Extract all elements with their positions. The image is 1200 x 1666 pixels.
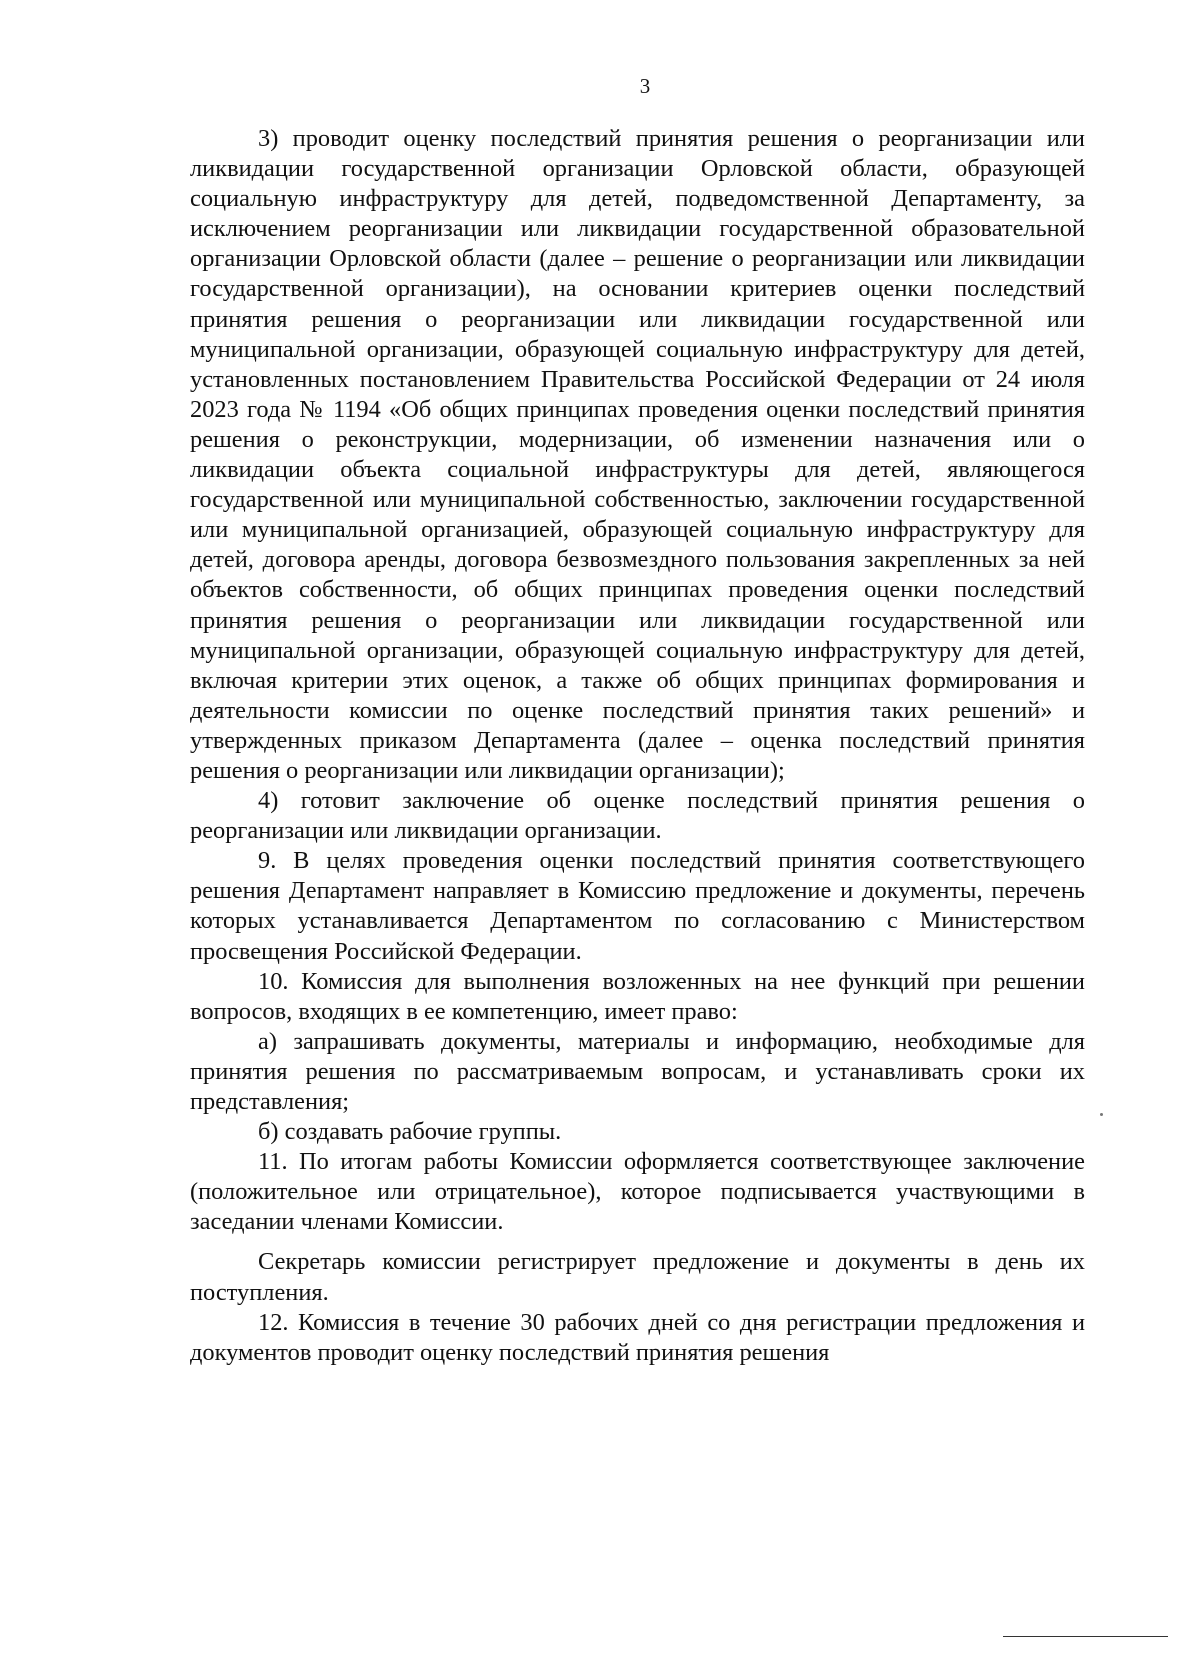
paragraph-section-10: 10. Комиссия для выполнения возложенных на нее функций при решении вопросов, входящих в ее компетенцию, имеет право:	[190, 967, 1085, 1025]
paragraph-secretary: Секретарь комиссии регистрирует предложение и документы в день их поступления.	[190, 1248, 1085, 1306]
paragraph-section-9: 9. В целях проведения оценки последствий принятия соответствующего решения Департамент направляет в Комиссию предложение и документы, перечень которых устанавливается Департаментом по согласованию с Министерством просвещения Российской Федерации.	[190, 847, 1085, 965]
paragraph-section-11: 11. По итогам работы Комиссии оформляется соответствующее заключение (положительное или отрицательное), которое подписывается участвующими в заседании членами Комиссии.	[190, 1148, 1085, 1236]
paragraph-item-a: а) запрашивать документы, материалы и информацию, необходимые для принятия решения по рассматриваемым вопросам, и устанавливать сроки их представления;	[190, 1027, 1085, 1115]
document-body	[190, 124, 1085, 1368]
page-number: 3	[639, 74, 651, 98]
paragraph-item-3: 3) проводит оценку последствий принятия решения о реорганизации или ликвидации государственной организации Орловской области, образующей социальную инфраструктуру для детей, подведомственной Департаменту, за исключением реорганизации или ликвидации государственной образовательной организации Орловской области (далее – решение о реорганизации или ликвидации государственной организации), на основании критериев оценки последствий принятия решения о реорганизации или ликвидации государственной или муниципальной организации, образующей социальную инфраструктуру для детей, установленных постановлением Правительства Российской Федерации от 24 июля 2023 года № 1194 «Об общих принципах проведения оценки последствий принятия решения о реконструкции, модернизации, об изменении назначения или о ликвидации объекта социальной инфраструктуры для детей, являющегося государственной или муниципальной собственностью, заключении государственной или муниципальной организацией, образующей социальную инфраструктуру для детей, договора аренды, договора безвозмездного пользования закрепленных за ней объектов собственности, об общих принципах проведения оценки последствий принятия решения о реорганизации или ликвидации государственной или муниципальной организации, образующей социальную инфраструктуру для детей, включая критерии этих оценок, а также об общих принципах формирования и деятельности комиссии по оценке последствий принятия таких решений» и утвержденных приказом Департамента (далее – оценка последствий принятия решения о реорганизации или ликвидации организации);	[190, 125, 1085, 784]
paragraph-item-4: 4) готовит заключение об оценке последствий принятия решения о реорганизации или ликвидации организации.	[190, 787, 1085, 845]
paragraph-section-12: 12. Комиссия в течение 30 рабочих дней со дня регистрации предложения и документов проводит оценку последствий принятия решения	[190, 1308, 1085, 1366]
scan-artifact	[1100, 1113, 1103, 1116]
paragraph-item-b: б) создавать рабочие группы.	[258, 1118, 562, 1146]
bottom-divider	[1003, 1636, 1168, 1637]
